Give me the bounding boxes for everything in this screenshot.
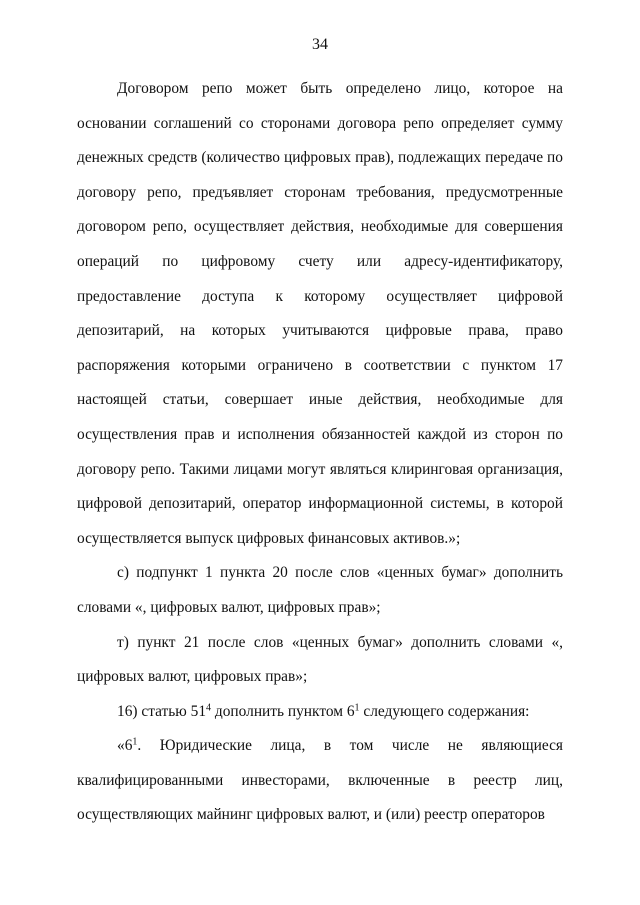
quoted-point-6-1: [77, 729, 563, 833]
item-16-prefix: 16) статью 51: [117, 702, 207, 720]
list-item-16: [77, 695, 563, 730]
paragraph-repo-person: Договором репо может быть определено лицо, которое на основании соглашений со сторонами договора репо определяет сумму денежных средств (количество цифровых прав), подлежащих передаче по договору репо, предъявляет сторонам требования, предусмотренные договором репо, осуществляет действия, необходимые для совершения операций по цифровому счету или адресу-идентификатору, предоставление доступа к которому осуществляет цифровой депозитарий, на которых учитываются цифровые права, право распоряжения которыми ограничено в соответствии с пунктом 17 настоящей статьи, совершает иные действия, необходимые для осуществления прав и исполнения обязанностей каждой из сторон по договору репо. Такими лицами могут являться клиринговая организация, цифровой депозитарий, оператор информационной системы, в которой осуществляется выпуск цифровых финансовых активов.»;: [77, 80, 563, 547]
quote-superscript: 1: [132, 736, 138, 748]
item-16-middle: дополнить пунктом 6: [211, 702, 355, 720]
list-item-s: с) подпункт 1 пункта 20 после слов «ценных бумаг» дополнить словами «, цифровых валют, цифровых прав»;: [77, 564, 563, 616]
item-16-point-superscript: 1: [354, 702, 360, 714]
item-16-article-superscript: 4: [206, 702, 212, 714]
document-body: [77, 72, 563, 833]
list-item-t: т) пункт 21 после слов «ценных бумаг» дополнить словами «, цифровых валют, цифровых прав»;: [77, 633, 563, 686]
page-number: 34: [312, 36, 328, 53]
quote-text: . Юридические лица, в том числе не являющиеся квалифицированными инвесторами, включенные в реестр лиц, осуществляющих майнинг цифровых валют, и (или) реестр операторов: [77, 737, 563, 824]
quote-open: «6: [117, 737, 133, 755]
item-16-suffix: следующего содержания:: [359, 702, 530, 720]
